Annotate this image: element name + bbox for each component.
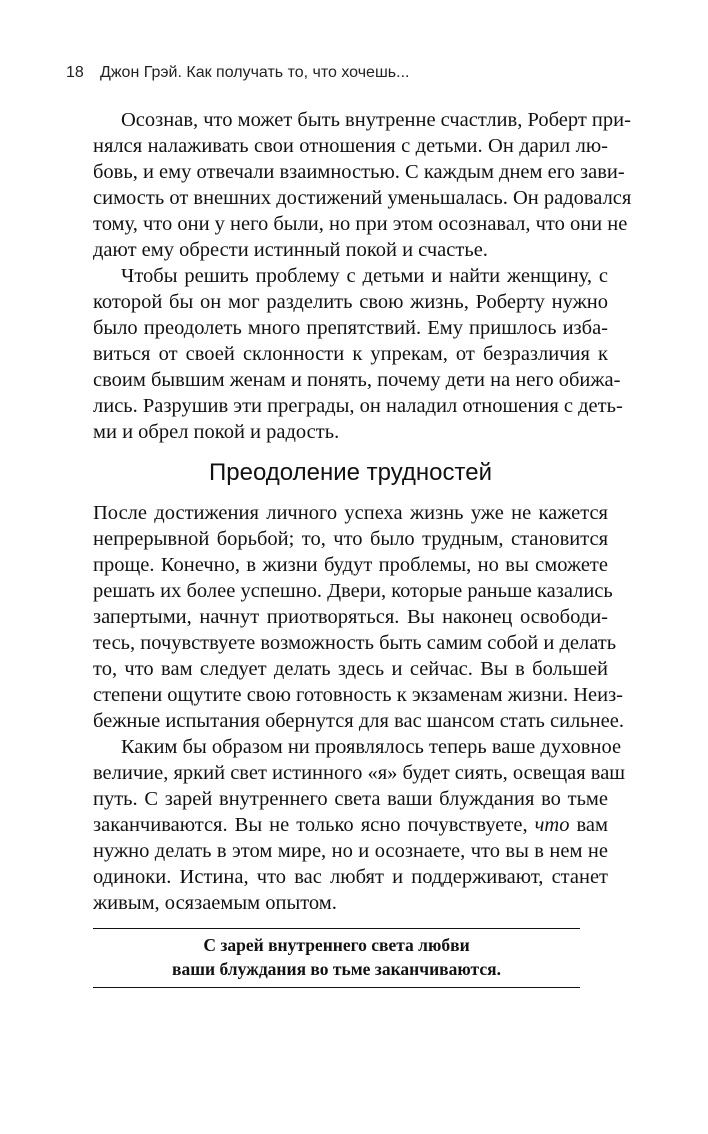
text-line: нужно делать в этом мире, но и осознаете, что вы в нем не <box>93 840 608 862</box>
text-line: путь. С зарей внутреннего света ваши блуждания во тьме <box>93 788 608 810</box>
text-line: тому, что они у него были, но при этом осознавал, что они не <box>93 213 628 235</box>
section-heading: Преодоление трудностей <box>209 459 492 486</box>
text-line: Каким бы образом ни проявлялось теперь ваше духовное <box>121 736 622 758</box>
text-line: нялся налаживать свои отношения с детьми. Он дарил лю- <box>93 135 608 157</box>
quote-line: ваши блуждания во тьме заканчиваются. <box>172 959 501 979</box>
paragraph <box>93 107 632 263</box>
text-line: лись. Разрушив эти преграды, он наладил отношения с деть- <box>93 395 623 417</box>
text-line: решать их более успешно. Двери, которые раньше казались <box>93 580 613 602</box>
text-line: величие, яркий свет истинного «я» будет сиять, освещая ваш <box>93 762 626 784</box>
text-line: одиноки. Истина, что вас любят и поддерживают, станет <box>93 866 608 888</box>
running-title: Джон Грэй. Как получать то, что хочешь... <box>100 64 410 81</box>
text-line: было преодолеть много препятствий. Ему пришлось изба- <box>93 317 608 339</box>
text-line: степени ощутите свою готовность к экзаменам жизни. Неиз- <box>93 684 624 706</box>
text-line: бовь, и ему отвечали взаимностью. С каждым днем его зави- <box>93 161 625 183</box>
pull-quote <box>93 928 580 988</box>
paragraph <box>93 263 623 445</box>
text-line: виться от своей склонности к упрекам, от безразличия к <box>93 343 608 365</box>
text-line: Осознав, что может быть внутренне счастлив, Роберт при- <box>121 109 631 131</box>
text-line: дают ему обрести истинный покой и счастье. <box>93 239 488 261</box>
paragraph <box>93 734 626 916</box>
text-line: запертыми, начнут приотворяться. Вы наконец освободи- <box>93 606 608 628</box>
text-line: Чтобы решить проблему с детьми и найти женщину, с <box>121 265 608 287</box>
page-body <box>93 107 632 988</box>
text-line: проще. Конечно, в жизни будут проблемы, но вы сможете <box>93 554 608 576</box>
text-segment: заканчиваются. Вы не только ясно почувствуете, <box>93 814 535 836</box>
page-number: 18 <box>66 64 84 81</box>
text-line: то, что вам следует делать здесь и сейчас. Вы в большей <box>93 658 608 680</box>
paragraph <box>93 500 624 734</box>
text-line: которой бы он мог разделить свою жизнь, Роберту нужно <box>93 291 608 313</box>
quote-line: С зарей внутреннего света любви <box>203 935 470 955</box>
text-line: бежные испытания обернутся для вас шансом стать сильнее. <box>93 710 624 732</box>
text-line <box>93 812 608 838</box>
text-line: живым, осязаемым опытом. <box>93 892 337 914</box>
running-header <box>66 64 409 82</box>
italic-emphasis: что <box>534 814 570 836</box>
text-line: симость от внешних достижений уменьшалась. Он радовался <box>93 187 632 209</box>
text-line: ми и обрел покой и радость. <box>93 421 340 443</box>
text-line: непрерывной борьбой; то, что было трудным, становится <box>93 528 608 550</box>
text-line: своим бывшим женам и понять, почему дети на него обижа- <box>93 369 621 391</box>
text-segment: вам <box>569 814 609 836</box>
text-line: После достижения личного успеха жизнь уже не кажется <box>93 502 608 524</box>
text-line: тесь, почувствуете возможность быть самим собой и делать <box>93 632 617 654</box>
